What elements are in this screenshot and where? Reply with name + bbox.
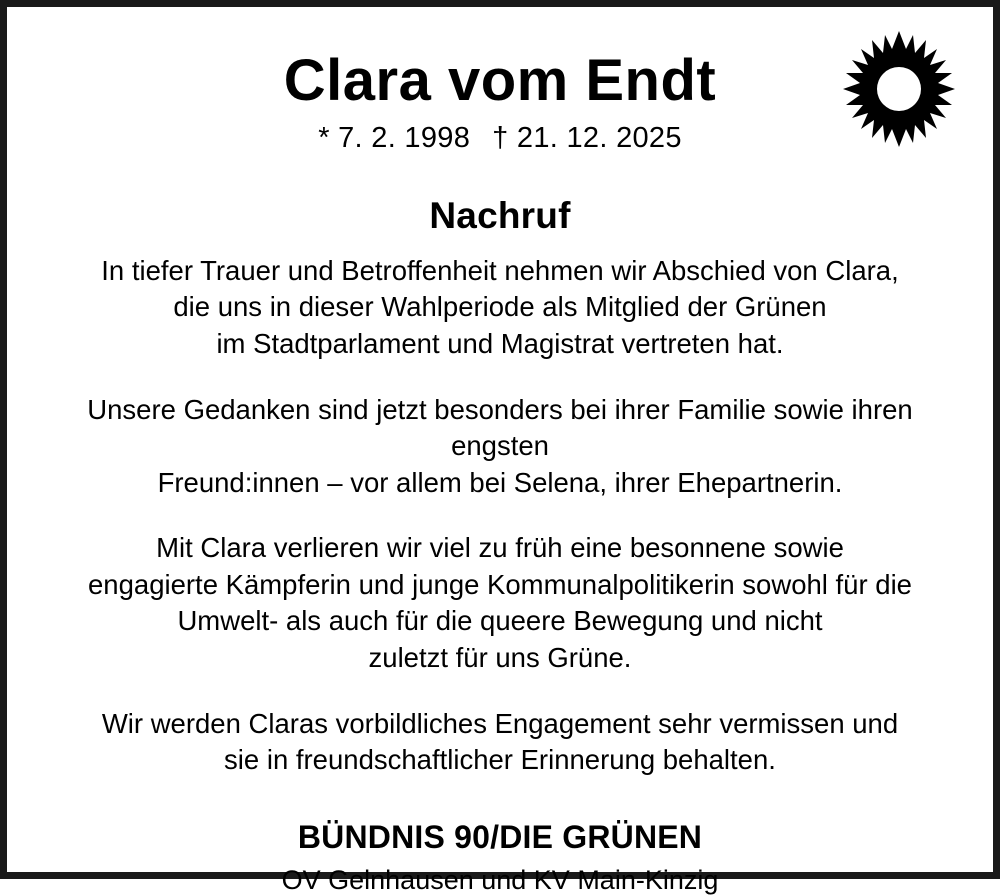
paragraph-3: Mit Clara verlieren wir viel zu früh eine besonnene sowie engagierte Kämpferin und junge Kommunalpolitikerin sowohl für die Umwelt- als auch für die queere Bewegung und nicht zuletzt für uns Grüne.	[88, 532, 912, 673]
birth-date: * 7. 2. 1998	[318, 121, 471, 154]
paragraph-4: Wir werden Claras vorbildliches Engagement sehr vermissen und sie in freundschaftlicher Erinnerung behalten.	[101, 707, 899, 776]
death-date: † 21. 12. 2025	[492, 121, 682, 154]
organization-subtitle: OV Gelnhausen und KV Main-Kinzig	[281, 864, 719, 895]
deceased-name: Clara vom Endt	[283, 48, 717, 113]
life-dates	[318, 122, 682, 155]
organization-name: BÜNDNIS 90/DIE GRÜNEN	[297, 818, 703, 855]
paragraph-2: Unsere Gedanken sind jetzt besonders bei ihrer Familie sowie ihren engsten Freund:innen – vor allem bei Selena, ihrer Ehepartnerin.	[87, 393, 913, 498]
paragraph-1: In tiefer Trauer und Betroffenheit nehmen wir Abschied von Clara, die uns in dieser Wahlperiode als Mitglied der Grünen im Stadtparlament und Magistrat vertreten hat.	[101, 254, 899, 360]
sunflower-icon	[839, 29, 959, 149]
page-title: Nachruf	[429, 194, 571, 236]
